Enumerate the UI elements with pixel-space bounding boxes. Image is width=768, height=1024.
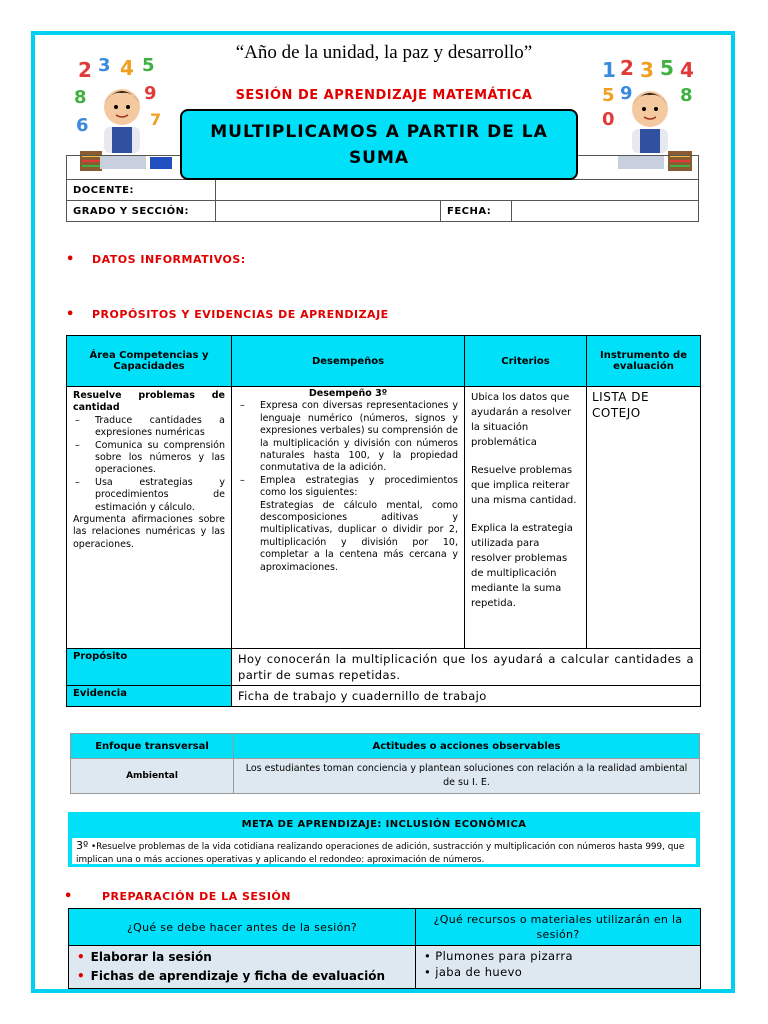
grado-value[interactable] xyxy=(216,201,441,222)
proposito-text: Hoy conocerán la multiplicación que los ayudará a calcular cantidades a partir de sumas repetidas. xyxy=(232,649,701,686)
prep-before-cell xyxy=(69,946,416,989)
svg-text:6: 6 xyxy=(76,115,89,136)
header-criterios: Criterios xyxy=(465,336,587,387)
meta-text: •Resuelve problemas de la vida cotidiana realizando operaciones de adición, sustracción y multiplicación con números hasta 999, que implican una o más acciones operativas y aplicando el redondeo: aproximación de números. xyxy=(76,842,685,865)
section-datos xyxy=(66,252,246,267)
competencia: Resuelve problemas de cantidad xyxy=(73,390,225,414)
bullet-icon: • xyxy=(64,889,73,904)
section-propositos xyxy=(66,307,389,322)
desempeno-item: – Expresa con diversas representaciones y lenguaje numérico (números, signos y expresiones verbales) su comprensión de la multiplicación y división con números naturales hasta 100, y la propiedad conmutativa de la adición. xyxy=(238,400,458,474)
svg-text:5: 5 xyxy=(602,85,615,106)
section-preparacion-label: PREPARACIÓN DE LA SESIÓN xyxy=(102,890,291,903)
svg-text:4: 4 xyxy=(680,58,694,82)
meta-text-box xyxy=(72,838,696,864)
criterios-cell xyxy=(465,387,587,649)
svg-text:5: 5 xyxy=(142,55,155,76)
preparation-table xyxy=(68,908,701,989)
prep-header-before: ¿Qué se debe hacer antes de la sesión? xyxy=(69,909,416,946)
svg-text:8: 8 xyxy=(680,85,693,106)
desempeno-item: – Emplea estrategias y procedimientos como los siguientes: xyxy=(238,475,458,500)
bullet-icon: • xyxy=(77,950,85,964)
criterio-item: Ubica los datos que ayudarán a resolver la situación problemática xyxy=(471,392,572,448)
fecha-value[interactable] xyxy=(512,201,699,222)
header-desempenos: Desempeños xyxy=(232,336,465,387)
proposito-label: Propósito xyxy=(67,649,232,686)
session-subtitle: SESIÓN DE APRENDIZAJE MATEMÁTICA xyxy=(235,88,533,103)
enfoque-value: Ambiental xyxy=(71,759,234,794)
bullet-icon: • xyxy=(424,965,436,979)
criterio-item: Explica la estrategia utilizada para resolver problemas de multiplicación mediante la suma repetida. xyxy=(471,523,573,609)
enfoque-table xyxy=(70,733,700,794)
docente-value[interactable] xyxy=(216,180,699,201)
capacidad-item: – Traduce cantidades a expresiones numéricas xyxy=(73,415,225,440)
prep-before-item: Elaborar la sesión xyxy=(90,950,212,964)
prep-before-item: Fichas de aprendizaje y ficha de evaluación xyxy=(90,969,386,983)
svg-text:5: 5 xyxy=(660,56,674,80)
svg-text:2: 2 xyxy=(620,56,634,80)
svg-text:7: 7 xyxy=(150,110,162,129)
capacidad-item: – Comunica su comprensión sobre los números y las operaciones. xyxy=(73,440,225,477)
svg-text:3: 3 xyxy=(98,55,111,76)
header-area: Área Competencias y Capacidades xyxy=(67,336,232,387)
list-item xyxy=(424,964,692,980)
bullet-icon: • xyxy=(77,969,85,983)
svg-text:4: 4 xyxy=(120,56,134,80)
desempeno-title: Desempeño 3º xyxy=(308,388,388,399)
svg-text:9: 9 xyxy=(144,83,157,104)
meta-grade: 3º xyxy=(76,839,89,852)
list-item xyxy=(77,948,407,967)
desempeno-cell xyxy=(232,387,465,649)
svg-text:9: 9 xyxy=(620,83,633,104)
evidencia-text: Ficha de trabajo y cuadernillo de trabajo xyxy=(232,686,701,707)
svg-text:1: 1 xyxy=(602,58,616,82)
fecha-label: FECHA: xyxy=(441,201,512,222)
competencies-table xyxy=(66,335,701,707)
argumenta: Argumenta afirmaciones sobre las relaciones numéricas y las operaciones. xyxy=(73,514,225,550)
list-item xyxy=(424,948,692,964)
actitudes-header: Actitudes o acciones observables xyxy=(234,734,700,759)
prep-header-materials: ¿Qué recursos o materiales utilizarán en la sesión? xyxy=(416,909,701,946)
meta-title: META DE APRENDIZAJE: INCLUSIÓN ECONÓMICA xyxy=(241,819,527,830)
capacidad-item: – Usa estrategias y procedimientos de estimación y cálculo. xyxy=(73,477,225,514)
desempeno-extra: Estrategias de cálculo mental, como descomposiciones aditivas y multiplicativas, duplicar o dividir por 2, multiplicación y división por 10, completar a la centena más cercana y aproximaciones. xyxy=(260,499,458,573)
svg-text:2: 2 xyxy=(78,58,92,82)
actitud-value: Los estudiantes toman conciencia y plantean soluciones con relación a la realidad ambiental de su I. E. xyxy=(234,759,700,794)
motto: “Año de la unidad, la paz y desarrollo” xyxy=(235,42,533,63)
docente-label: DOCENTE: xyxy=(67,180,216,201)
bullet-icon: • xyxy=(66,252,75,267)
enfoque-header: Enfoque transversal xyxy=(71,734,234,759)
page-title: MULTIPLICAMOS A PARTIR DE LA SUMA xyxy=(180,109,578,180)
header-instrumento: Instrumento de evaluación xyxy=(587,336,701,387)
prep-materials-cell xyxy=(416,946,701,989)
section-datos-label: DATOS INFORMATIVOS: xyxy=(92,253,246,266)
bullet-icon: • xyxy=(66,307,75,322)
bullet-icon: • xyxy=(424,949,436,963)
evidencia-label: Evidencia xyxy=(67,686,232,707)
list-item xyxy=(77,967,407,986)
svg-text:0: 0 xyxy=(602,109,615,130)
criterio-item: Resuelve problemas que implica reiterar una misma cantidad. xyxy=(471,465,577,506)
grado-label: GRADO Y SECCIÓN: xyxy=(67,201,216,222)
svg-text:3: 3 xyxy=(640,58,654,82)
section-preparacion xyxy=(64,889,291,904)
svg-text:8: 8 xyxy=(74,87,87,108)
instrumento-cell: LISTA DE COTEJO xyxy=(587,387,701,649)
section-propositos-label: PROPÓSITOS Y EVIDENCIAS DE APRENDIZAJE xyxy=(92,308,389,321)
area-cell xyxy=(67,387,232,649)
prep-material-item: Plumones para pizarra xyxy=(435,949,573,963)
prep-material-item: jaba de huevo xyxy=(435,965,523,979)
meta-box xyxy=(68,812,700,867)
